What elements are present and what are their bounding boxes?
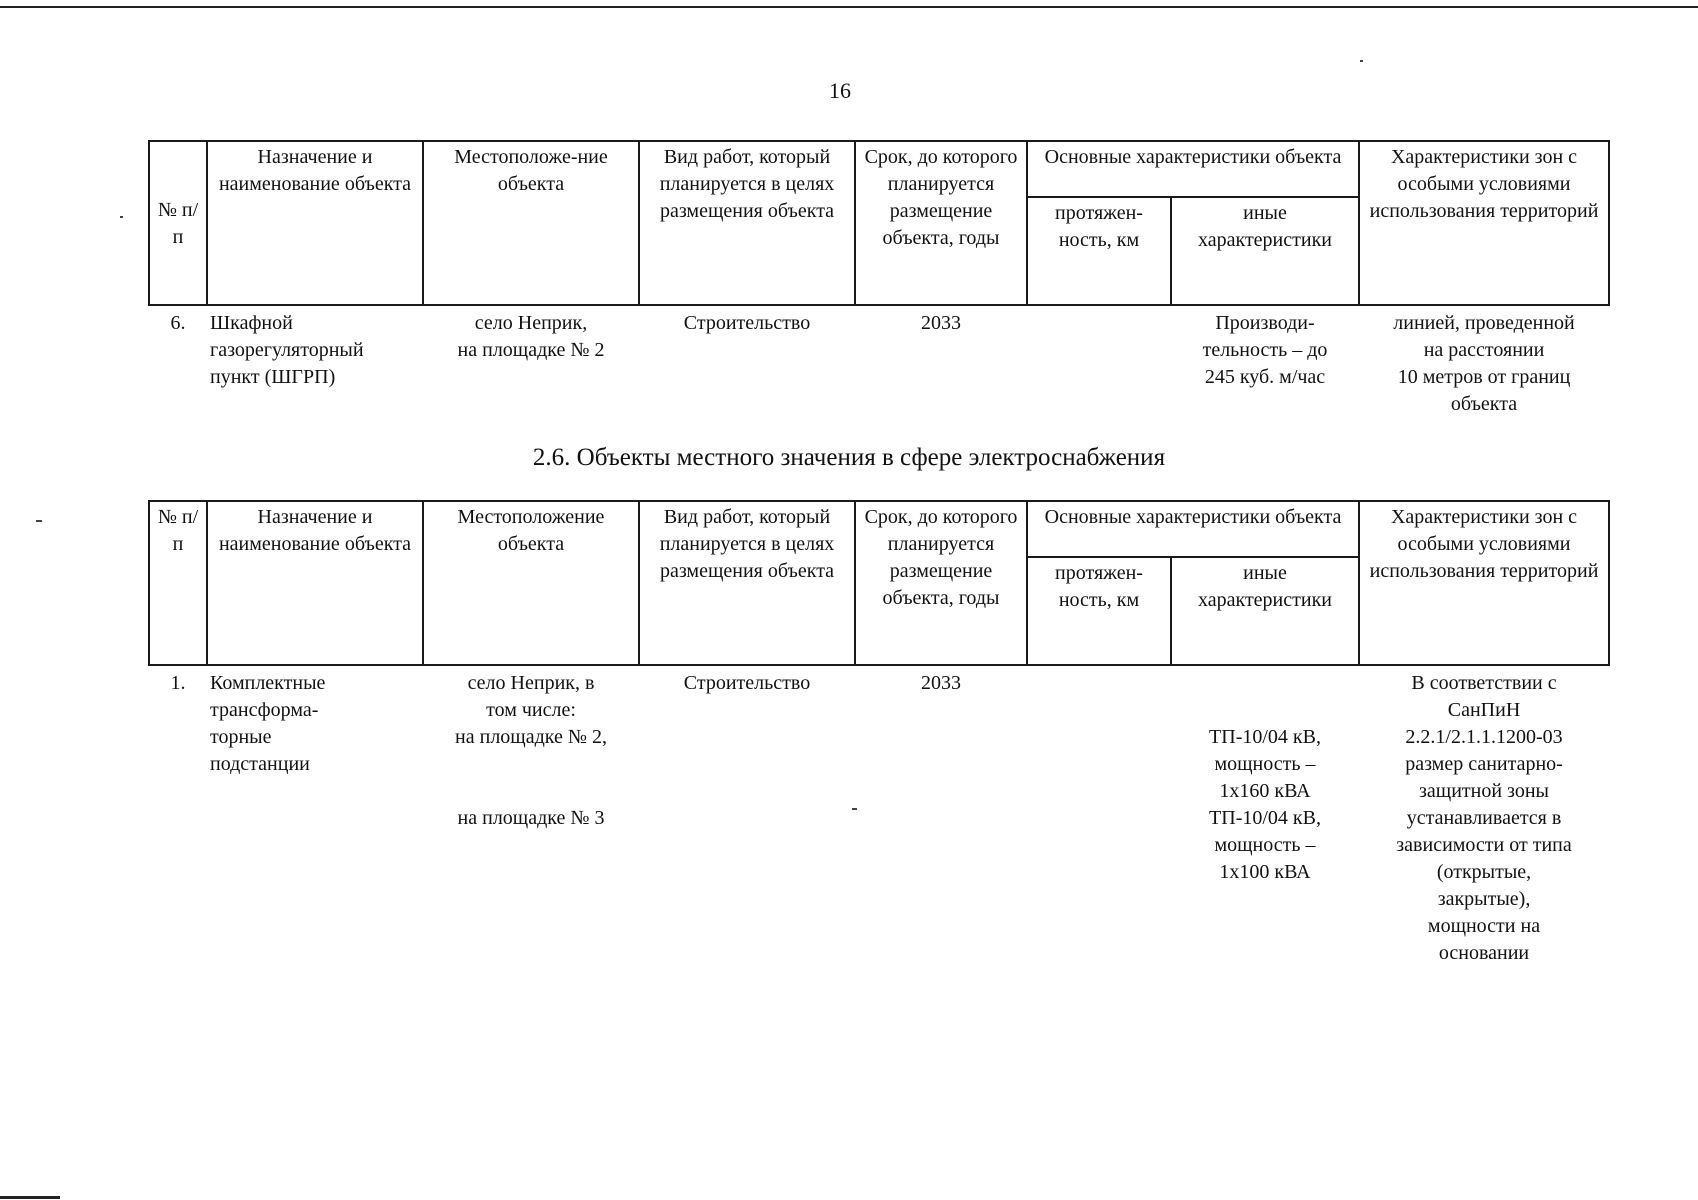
section-title: 2.6. Объекты местного значения в сфере электроснабжения [532,444,1166,471]
scan-speck [1360,60,1363,62]
row-other-characteristics: Производи- тельность – до 245 куб. м/час [1202,312,1328,388]
header-location: Местоположе-ние объекта [423,141,639,305]
power-objects-table [148,500,1610,967]
scan-speck [120,216,123,218]
header-other-characteristics: иные характеристики [1171,557,1359,665]
header-deadline: Срок, до которого планируется размещение объекта, годы [855,141,1027,305]
header-num: № п/п [149,501,207,665]
row-zones: В соответствии с СанПиН 2.2.1/2.1.1.1200-03 размер санитарно- защитной зоны устанавливается в зависимости от типа (открытые, закрытые), мощности на основании [1396,672,1572,964]
header-length: протяжен-ность, км [1027,197,1171,305]
row-deadline: 2033 [921,312,961,334]
header-length: протяжен-ность, км [1027,557,1171,665]
scan-speck [36,520,42,522]
row-location: село Неприк, на площадке № 2 [457,312,605,361]
gas-objects-table [148,140,1610,418]
row-num: 1. [170,672,186,694]
header-name: Назначение и наименование объекта [207,501,423,665]
scan-edge-bottom [0,1196,60,1199]
header-zones: Характеристики зон с особыми условиями использования территорий [1359,141,1609,305]
header-other-characteristics: иные характеристики [1171,197,1359,305]
row-work-type: Строительство [683,312,811,334]
row-num: 6. [170,312,186,334]
row-work-type: Строительство [683,672,811,694]
scan-edge-top [0,6,1698,8]
header-main-characteristics: Основные характеристики объекта [1027,501,1359,557]
header-location: Местоположение объекта [423,501,639,665]
table-row [149,665,1609,967]
row-length [1027,305,1171,418]
row-deadline: 2033 [921,672,961,694]
header-main-characteristics: Основные характеристики объекта [1027,141,1359,197]
table-row [149,305,1609,418]
row-length [1027,665,1171,967]
header-zones: Характеристики зон с особыми условиями использования территорий [1359,501,1609,665]
header-num: № п/п [149,141,207,305]
row-location: село Неприк, в том числе: на площадке № 2, на площадке № 3 [455,672,607,829]
page-number: 16 [829,78,851,103]
header-work-type: Вид работ, который планируется в целях размещения объекта [639,501,855,665]
row-other-characteristics: ТП-10/04 кВ, мощность – 1х160 кВА ТП-10/04 кВ, мощность – 1х100 кВА [1209,726,1321,883]
row-zones: линией, проведенной на расстоянии 10 метров от границ объекта [1393,312,1575,415]
header-work-type: Вид работ, который планируется в целях размещения объекта [639,141,855,305]
header-deadline: Срок, до которого планируется размещение объекта, годы [855,501,1027,665]
row-name: Шкафной газорегуляторный пункт (ШГРП) [210,312,364,388]
header-name: Назначение и наименование объекта [207,141,423,305]
row-name: Комплектные трансформа- торные подстанции [210,672,326,775]
